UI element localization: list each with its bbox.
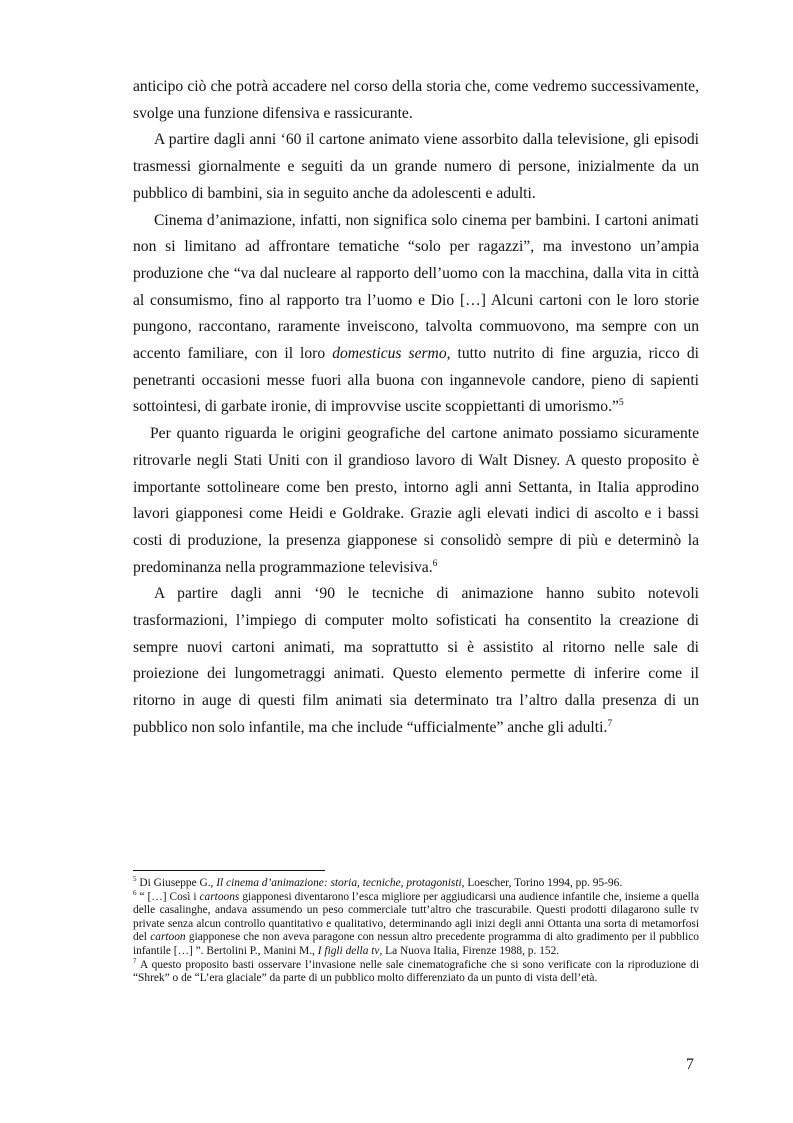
paragraph-1: anticipo ciò che potrà accadere nel corso della storia che, come vedremo successivamente, svolge una funzione difensiva e rassicurante.	[133, 78, 699, 122]
body-text	[133, 74, 699, 742]
footnotes	[133, 877, 699, 986]
book-title: Il cinema d’animazione: storia, tecniche, protagonisti	[216, 877, 462, 889]
footnote-number: 7	[133, 956, 137, 965]
footnote-number: 5	[133, 875, 137, 884]
paragraph-3: Cinema d’animazione, infatti, non significa solo cinema per bambini. I cartoni animati non si limitano ad affrontare tematiche “solo per ragazzi”, ma investono un’ampia produzione che “va dal nucleare al rapporto dell’uomo con la macchina, dalla vita in città al consumismo, fino al rapporto tra l’uomo e Dio […] Alcuni cartoni con le loro storie pungono, raccontano, raramente inveiscono, talvolta commuovono, ma sempre con un accento familiare, con il loro domesticus sermo, tutto nutrito di fine arguzia, ricco di penetranti occasioni messe fuori alla buona con ingannevole candore, pieno di sapienti sottointesi, di garbate ironie, di improvvise uscite scoppiettanti di umorismo.”$^5$	[133, 211, 700, 416]
page-number: 7	[686, 1056, 694, 1073]
book-title: I figli della tv	[317, 944, 380, 957]
paragraph-2: A partire dagli anni ‘60 il cartone animato viene assorbito dalla televisione, gli episodi trasmessi giornalmente e seguiti da un grande numero di persone, inizialmente da un pubblico di bambini, sia in seguito anche da adolescenti e adulti.	[133, 131, 699, 202]
footnote-7: $^7$ A questo proposito basti osservare l’invasione nelle sale cinematografiche che si sono verificate con la riproduzione di “Shrek” o de “L’era glaciale” da parte di un pubblico molto differenziato da un punto di vista dell’età.	[133, 956, 699, 985]
italic-term: cartoon	[150, 931, 186, 944]
footnote-separator	[133, 870, 325, 871]
italic-term: cartoons	[199, 890, 240, 903]
footnote-number: 6	[133, 888, 137, 897]
footnote-ref-7[interactable]: 7	[607, 717, 613, 729]
paragraph-4: Per quanto riguarda le origini geografiche del cartone animato possiamo sicuramente ritrovarle negli Stati Uniti con il grandioso lavoro di Walt Disney. A questo proposito è importante sottolineare come ben presto, intorno agli anni Settanta, in Italia approdino lavori giapponesi come Heidi e Goldrake. Grazie agli elevati indici di ascolto e i bassi costi di produzione, la presenza giapponese si consolidò sempre di più e determinò la predominanza nella programmazione televisiva.$^6$	[133, 425, 699, 576]
latin-phrase: domesticus sermo	[332, 345, 447, 363]
footnote-ref-5[interactable]: 5	[618, 397, 624, 409]
footnote-5: $^5$ Di Giuseppe G., Il cinema d’animazione: storia, tecniche, protagonisti, Loescher, Torino 1994, pp. 95-96.	[133, 875, 623, 889]
footnote-ref-6[interactable]: 6	[432, 557, 438, 569]
paragraph-5: A partire dagli anni ‘90 le tecniche di animazione hanno subito notevoli trasformazioni, l’impiego di computer molto sofisticati ha consentito la creazione di sempre nuovi cartoni animati, ma soprattutto si è assistito al ritorno nelle sale di proiezione dei lungometraggi animati. Questo elemento permette di inferire come il ritorno in auge di questi film animati sia determinato tra l’altro dalla presenza di un pubblico non solo infantile, ma che include “ufficialmente” anche gli adulti.$^7$	[133, 585, 699, 736]
footnote-6: $^6$ “ […] Così i cartoons giapponesi diventarono l’esca migliore per aggiudicarsi una audience infantile che, insieme a quella delle casalinghe, andava assumendo un peso commerciale tutt’altro che trascurabile. Questi prodotti dilagarono sulle tv private senza alcun controllo quantitativo e qualitativo, determinando agli inizi degli anni Ottanta una sorta di metamorfosi del cartoon giapponese che non aveva paragone con nessun altro precedente programma di alto gradimento per il pubblico infantile […] ”. Bertolini P., Manini M., I figli della tv, La Nuova Italia, Firenze 1988, p. 152.	[133, 888, 700, 957]
